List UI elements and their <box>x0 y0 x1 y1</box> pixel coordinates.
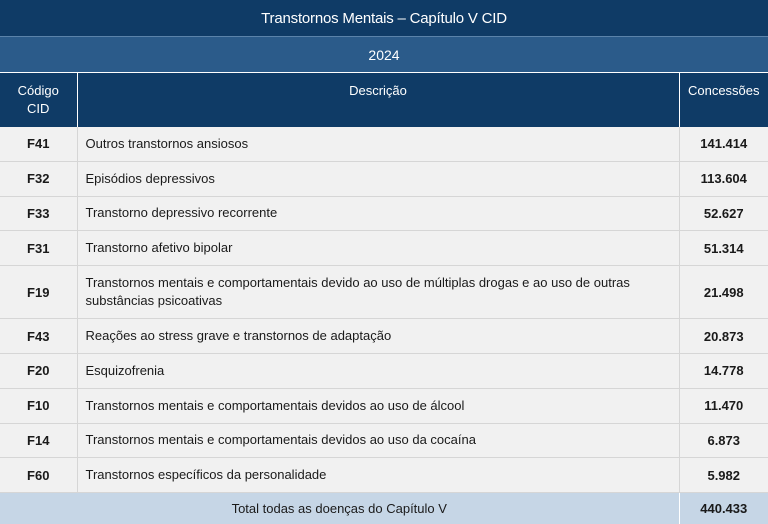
table-row <box>0 353 768 388</box>
row-description: Transtorno depressivo recorrente <box>77 196 679 231</box>
total-label: Total todas as doenças do Capítulo V <box>0 493 679 524</box>
row-description: Outros transtornos ansiosos <box>77 127 679 162</box>
row-concessions: 5.982 <box>679 458 768 493</box>
row-code: F14 <box>0 423 77 458</box>
row-description: Esquizofrenia <box>77 353 679 388</box>
row-concessions: 11.470 <box>679 388 768 423</box>
total-row <box>0 493 768 524</box>
table-row <box>0 231 768 266</box>
row-code: F41 <box>0 127 77 162</box>
row-code: F32 <box>0 161 77 196</box>
row-concessions: 20.873 <box>679 319 768 354</box>
table-row <box>0 388 768 423</box>
row-description: Transtornos mentais e comportamentais devidos ao uso da cocaína <box>77 423 679 458</box>
column-header-description: Descrição <box>77 73 679 127</box>
row-description: Transtorno afetivo bipolar <box>77 231 679 266</box>
table-row <box>0 423 768 458</box>
row-code: F43 <box>0 319 77 354</box>
row-code: F33 <box>0 196 77 231</box>
row-concessions: 52.627 <box>679 196 768 231</box>
row-concessions: 6.873 <box>679 423 768 458</box>
table-row <box>0 127 768 162</box>
row-description: Reações ao stress grave e transtornos de adaptação <box>77 319 679 354</box>
row-code: F10 <box>0 388 77 423</box>
table-row <box>0 196 768 231</box>
table-row <box>0 319 768 354</box>
total-value: 440.433 <box>679 493 768 524</box>
row-concessions: 21.498 <box>679 266 768 319</box>
row-description: Episódios depressivos <box>77 161 679 196</box>
column-header-code-line2: CID <box>27 101 50 116</box>
row-description: Transtornos específicos da personalidade <box>77 458 679 493</box>
row-concessions: 141.414 <box>679 127 768 162</box>
column-header-concessions: Concessões <box>679 73 768 127</box>
row-code: F31 <box>0 231 77 266</box>
row-concessions: 14.778 <box>679 353 768 388</box>
table-row <box>0 458 768 493</box>
row-description: Transtornos mentais e comportamentais devidos ao uso de álcool <box>77 388 679 423</box>
row-concessions: 113.604 <box>679 161 768 196</box>
row-code: F60 <box>0 458 77 493</box>
table-header-row <box>0 73 768 127</box>
row-code: F19 <box>0 266 77 319</box>
row-description: Transtornos mentais e comportamentais devido ao uso de múltiplas drogas e ao uso de outras substâncias psicoativas <box>77 266 679 319</box>
column-header-code <box>0 73 77 127</box>
row-concessions: 51.314 <box>679 231 768 266</box>
year-header: 2024 <box>0 36 768 72</box>
table-row <box>0 161 768 196</box>
table-row <box>0 266 768 319</box>
table-title: Transtornos Mentais – Capítulo V CID <box>0 0 768 36</box>
concessions-table <box>0 72 768 524</box>
column-header-code-line1: Código <box>17 83 59 98</box>
row-code: F20 <box>0 353 77 388</box>
